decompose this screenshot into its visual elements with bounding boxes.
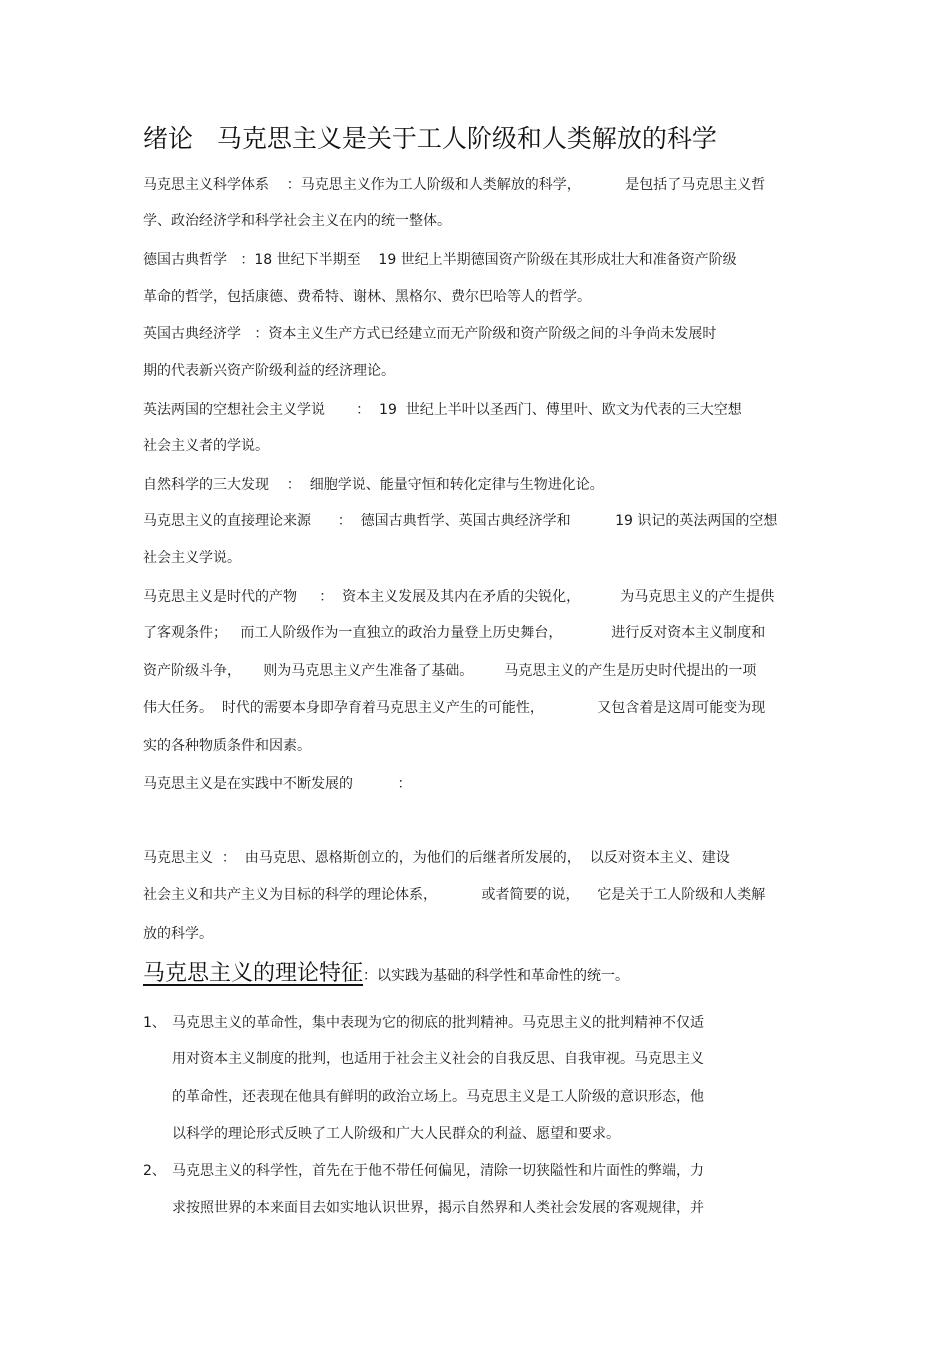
paragraph-line: 德国古典哲学 ：18 世纪下半期至 19 世纪上半期德国资产阶级在其形成壮大和准备资产阶级 [143,252,737,268]
list-line: 求按照世界的本来面目去如实地认识世界，揭示自然界和人类社会发展的客观规律，并 [172,1200,704,1216]
paragraph-line: 社会主义学说。 [143,550,241,566]
list-number: 2、 [143,1163,166,1179]
paragraph-line: 伟大任务。 时代的需要本身即孕育着马克思主义产生的可能性， 又包含着是这周可能变为现 [143,700,766,716]
paragraph-line: 放的科学。 [143,926,213,942]
paragraph-line: 实的各种物质条件和因素。 [143,738,311,754]
paragraph-line: 社会主义和共产主义为目标的科学的理论体系， 或者简要的说， 它是关于工人阶级和人类解 [143,887,766,903]
list-line: 用对资本主义制度的批判，也适用于社会主义社会的自我反思、自我审视。马克思主义 [172,1051,704,1067]
paragraph-line: 自然科学的三大发现 ： 细胞学说、能量守恒和转化定律与生物进化论。 [143,477,604,493]
list-line: 马克思主义的科学性，首先在于他不带任何偏见，清除一切狭隘性和片面性的弊端，力 [172,1163,704,1179]
paragraph-line: 了客观条件； 而工人阶级作为一直独立的政治力量登上历史舞台， 进行反对资本主义制度和 [143,625,766,641]
section-heading [143,958,629,992]
list-number: 1、 [143,1015,166,1031]
section-heading-title: 马克思主义的理论特征 [143,961,364,986]
list-line: 马克思主义的革命性，集中表现为它的彻底的批判精神。马克思主义的批判精神不仅适 [172,1015,704,1031]
paragraph-line: 马克思主义是在实践中不断发展的 ： [143,776,412,792]
paragraph-line: 社会主义者的学说。 [143,438,269,454]
page-title: 绪论 马克思主义是关于工人阶级和人类解放的科学 [143,124,717,153]
paragraph-line: 马克思主义是时代的产物 ： 资本主义发展及其内在矛盾的尖锐化， 为马克思主义的产生提供 [143,589,775,605]
paragraph-line: 英法两国的空想社会主义学说 ： 19 世纪上半叶以圣西门、傅里叶、欧文为代表的三大空想 [143,402,742,418]
paragraph-line: 马克思主义 ： 由马克思、恩格斯创立的，为他们的后继者所发展的， 以反对资本主义、建设 [143,850,730,866]
paragraph-line: 马克思主义的直接理论来源 ： 德国古典哲学、英国古典经济学和 19 识记的英法两国的空想 [143,513,778,529]
paragraph-line: 英国古典经济学 ：资本主义生产方式已经建立而无产阶级和资产阶级之间的斗争尚未发展时 [143,326,717,342]
list-line: 的革命性，还表现在他具有鲜明的政治立场上。马克思主义是工人阶级的意识形态，他 [172,1089,704,1105]
paragraph-line: 革命的哲学，包括康德、费希特、谢林、黑格尔、费尔巴哈等人的哲学。 [143,289,591,305]
section-heading-summary: ：以实践为基础的科学性和革命性的统一。 [363,968,630,984]
paragraph-line: 学、政治经济学和科学社会主义在内的统一整体。 [143,213,451,229]
paragraph-line: 期的代表新兴资产阶级利益的经济理论。 [143,363,395,379]
paragraph-line: 马克思主义科学体系 ：马克思主义作为工人阶级和人类解放的科学， 是包括了马克思主义哲 [143,177,766,193]
list-line: 以科学的理论形式反映了工人阶级和广大人民群众的利益、愿望和要求。 [172,1126,620,1142]
paragraph-line: 资产阶级斗争， 则为马克思主义产生准备了基础。 马克思主义的产生是历史时代提出的一项 [143,663,757,679]
